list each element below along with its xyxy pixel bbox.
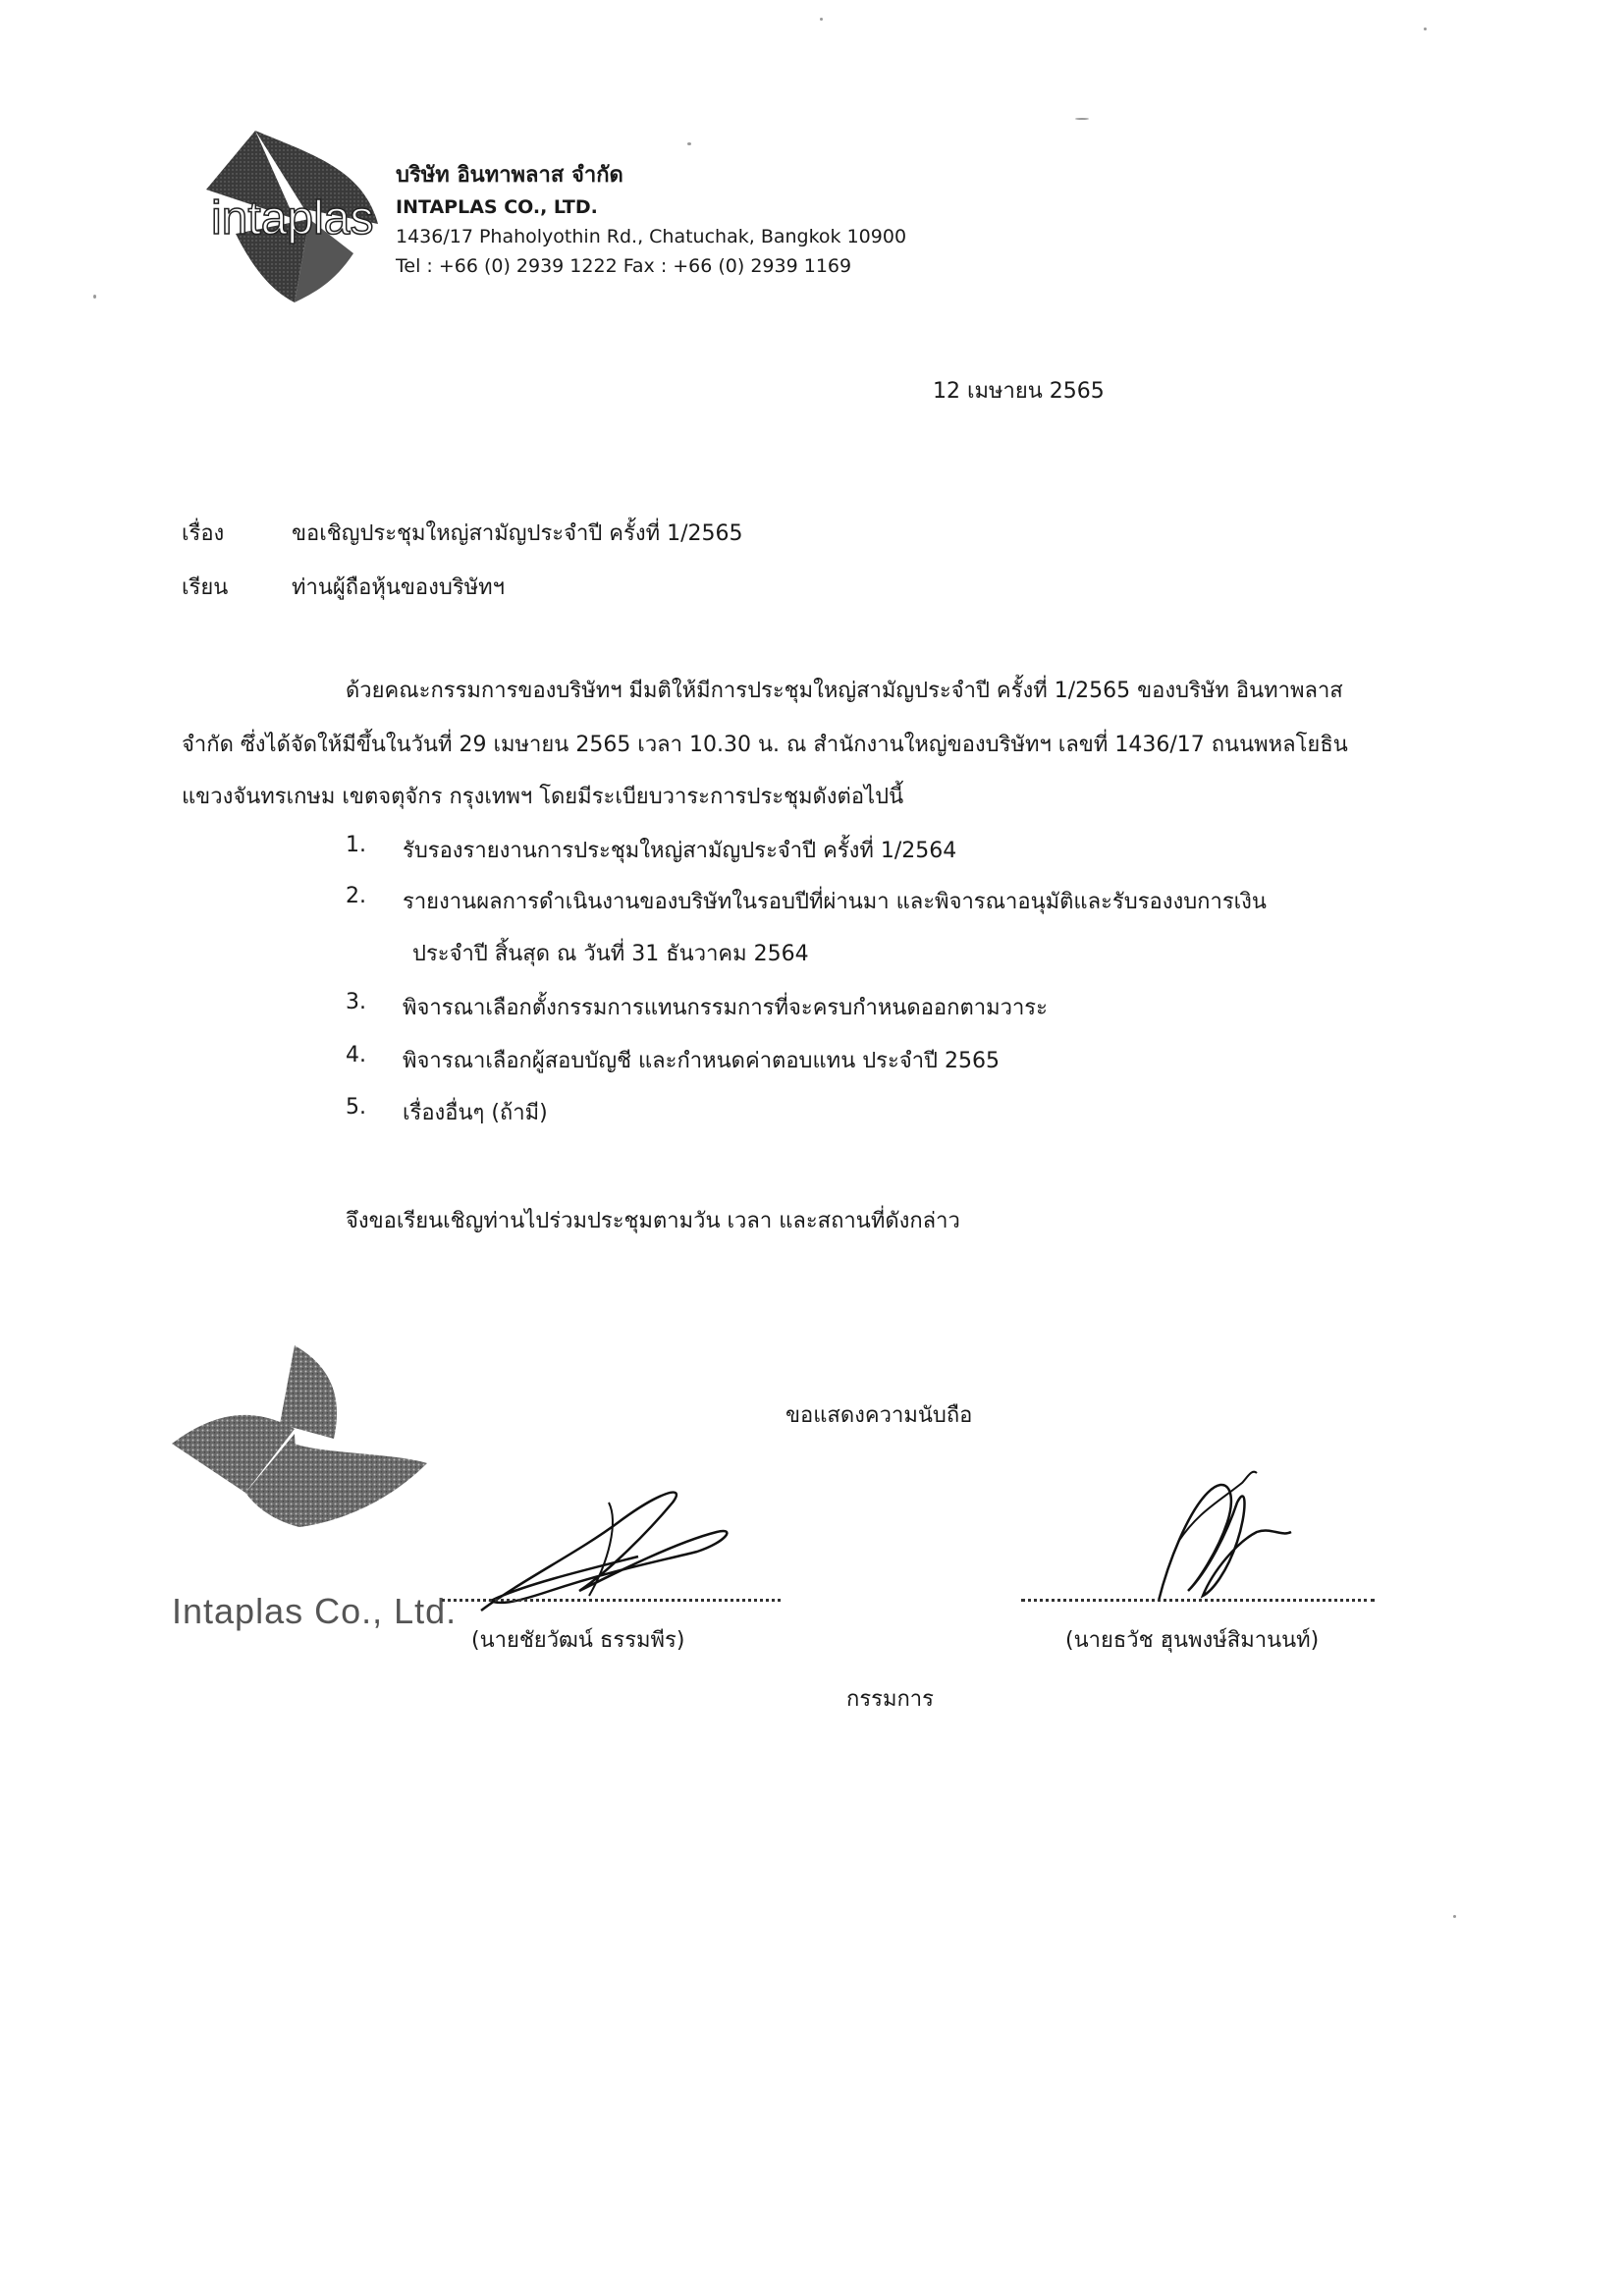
company-stamp-logo: [172, 1345, 427, 1532]
closing-invitation: จึงขอเรียนเชิญท่านไปร่วมประชุมตามวัน เวลา และสถานที่ดังกล่าว: [346, 1209, 960, 1233]
regards: ขอแสดงความนับถือ: [785, 1403, 973, 1428]
body-line-3: แขวงจันทรเกษม เขตจตุจักร กรุงเทพฯ โดยมีระเบียบวาระการประชุมดังต่อไปนี้: [182, 785, 904, 809]
scan-speck: [687, 142, 691, 145]
scan-speck: [1075, 118, 1089, 120]
agenda-number: 2.: [346, 884, 366, 908]
scan-speck: [93, 295, 96, 299]
signature-2: [1119, 1453, 1306, 1620]
signatory-title: กรรมการ: [846, 1687, 934, 1712]
company-name-thai: บริษัท อินทาพลาส จำกัด: [396, 163, 623, 188]
scan-speck: [1453, 1915, 1456, 1918]
body-line-1: ด้วยคณะกรรมการของบริษัทฯ มีมติให้มีการประชุมใหญ่สามัญประจำปี ครั้งที่ 1/2565 ของบริษัท อินทาพลาส: [346, 679, 1343, 703]
agenda-number: 1.: [346, 833, 366, 857]
signature-line-1: [442, 1599, 781, 1602]
agenda-item-continued: ประจำปี สิ้นสุด ณ วันที่ 31 ธันวาคม 2564: [412, 942, 809, 966]
svg-text:intaplas: intaplas: [211, 192, 374, 245]
subject-label: เรื่อง: [182, 521, 225, 546]
agenda-number: 5.: [346, 1095, 366, 1120]
company-address: 1436/17 Phaholyothin Rd., Chatuchak, Bangkok 10900: [396, 226, 907, 247]
agenda-item: พิจารณาเลือกผู้สอบบัญชี และกำหนดค่าตอบแทน ประจำปี 2565: [403, 1049, 1001, 1073]
agenda-item: เรื่องอื่นๆ (ถ้ามี): [403, 1101, 548, 1125]
agenda-number: 3.: [346, 990, 366, 1014]
signatory-name-1: (นายชัยวัฒน์ ธรรมพีร): [471, 1628, 685, 1653]
company-name-english: INTAPLAS CO., LTD.: [396, 196, 598, 218]
agenda-item: รับรองรายงานการประชุมใหญ่สามัญประจำปี ครั้งที่ 1/2564: [403, 839, 957, 863]
company-stamp-text: Intaplas Co., Ltd.: [172, 1591, 458, 1631]
signature-line-2: [1021, 1599, 1375, 1602]
agenda-number: 4.: [346, 1043, 366, 1067]
company-logo: [196, 126, 383, 302]
subject-text: ขอเชิญประชุมใหญ่สามัญประจำปี ครั้งที่ 1/2565: [292, 521, 743, 546]
signature-1: [461, 1463, 746, 1630]
recipient-text: ท่านผู้ถือหุ้นของบริษัทฯ: [292, 575, 505, 600]
agenda-item: รายงานผลการดำเนินงานของบริษัทในรอบปีที่ผ่านมา และพิจารณาอนุมัติและรับรองงบการเงิน: [403, 890, 1267, 914]
recipient-label: เรียน: [182, 575, 229, 600]
agenda-item: พิจารณาเลือกตั้งกรรมการแทนกรรมการที่จะครบกำหนดออกตามวาระ: [403, 996, 1048, 1020]
body-line-2: จำกัด ซึ่งได้จัดให้มีขึ้นในวันที่ 29 เมษายน 2565 เวลา 10.30 น. ณ สำนักงานใหญ่ของบริษัทฯ เลขที่ 1436/17 ถนนพหลโยธิน: [182, 733, 1348, 757]
letter-date: 12 เมษายน 2565: [933, 379, 1105, 404]
scan-speck: [1424, 27, 1427, 30]
signatory-name-2: (นายธวัช ฮุนพงษ์สิมานนท์): [1065, 1628, 1320, 1653]
company-contact: Tel : +66 (0) 2939 1222 Fax : +66 (0) 2939 1169: [396, 255, 852, 277]
scan-speck: [820, 18, 823, 21]
